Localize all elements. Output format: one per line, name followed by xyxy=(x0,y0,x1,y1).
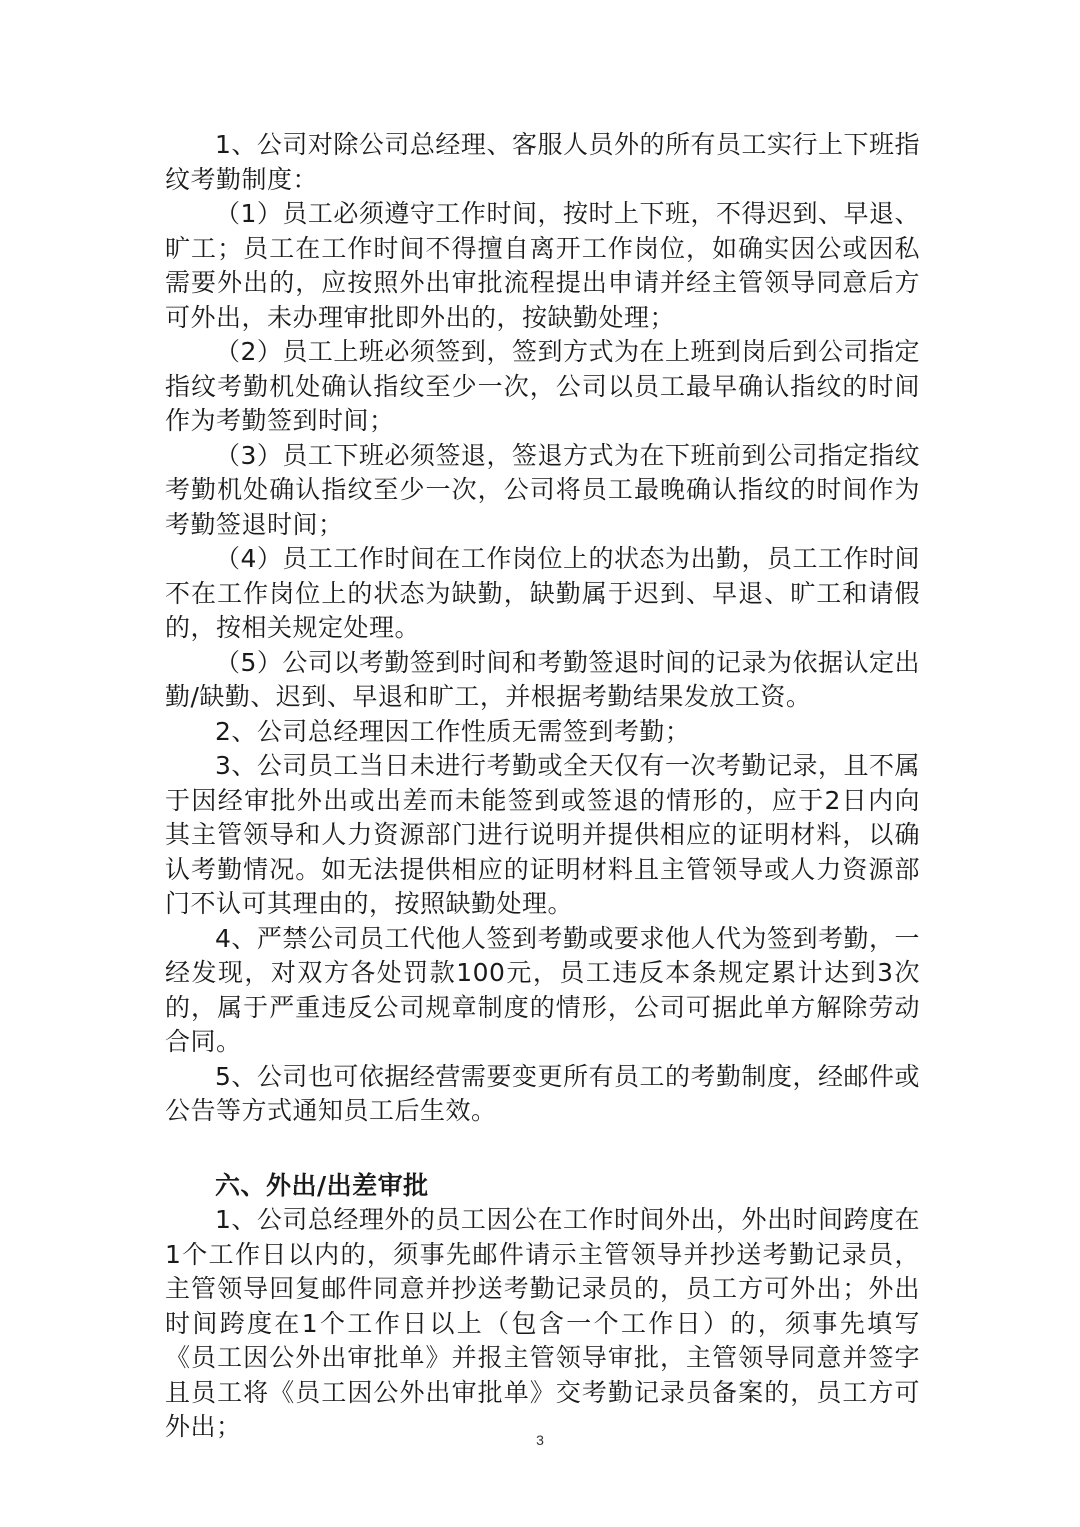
paragraph-attendance-1-4: （4）员工工作时间在工作岗位上的状态为出勤，员工工作时间不在工作岗位上的状态为缺勤，缺勤属于迟到、早退、旷工和请假的，按相关规定处理。 xyxy=(165,544,920,642)
paragraph-attendance-2: 2、公司总经理因工作性质无需签到考勤； xyxy=(215,716,691,746)
paragraph-outing-1: 1、公司总经理外的员工因公在工作时间外出，外出时间跨度在1个工作日以内的，须事先邮件请示主管领导并抄送考勤记录员，主管领导回复邮件同意并抄送考勤记录员的，员工方可外出；外出时间跨度在1个工作日以上（包含一个工作日）的，须事先填写《员工因公外出审批单》并报主管领导审批，主管领导同意并签字且员工将《员工因公外出审批单》交考勤记录员备案的，员工方可外出； xyxy=(165,1205,920,1441)
paragraph-attendance-1-1: （1）员工必须遵守工作时间，按时上下班，不得迟到、早退、旷工；员工在工作时间不得擅自离开工作岗位，如确实因公或因私需要外出的，应按照外出审批流程提出申请并经主管领导同意后方可外出，未办理审批即外出的，按缺勤处理； xyxy=(165,199,920,332)
paragraph-attendance-1: 1、公司对除公司总经理、客服人员外的所有员工实行上下班指纹考勤制度： xyxy=(165,130,920,194)
paragraph-attendance-5: 5、公司也可依据经营需要变更所有员工的考勤制度，经邮件或公告等方式通知员工后生效。 xyxy=(165,1061,920,1125)
page-number: 3 xyxy=(536,1432,544,1448)
paragraph-attendance-4: 4、严禁公司员工代他人签到考勤或要求他人代为签到考勤，一经发现，对双方各处罚款100元，员工违反本条规定累计达到3次的，属于严重违反公司规章制度的情形，公司可据此单方解除劳动合同。 xyxy=(165,923,920,1056)
document-page xyxy=(165,128,920,1445)
paragraph-attendance-1-3: （3）员工下班必须签退，签退方式为在下班前到公司指定指纹考勤机处确认指纹至少一次，公司将员工最晚确认指纹的时间作为考勤签退时间； xyxy=(165,440,920,539)
paragraph-attendance-1-2: （2）员工上班必须签到，签到方式为在上班到岗后到公司指定指纹考勤机处确认指纹至少一次，公司以员工最早确认指纹的时间作为考勤签到时间； xyxy=(165,337,920,435)
paragraph-attendance-1-5: （5）公司以考勤签到时间和考勤签退时间的记录为依据认定出勤/缺勤、迟到、早退和旷工，并根据考勤结果发放工资。 xyxy=(165,647,920,711)
paragraph-attendance-3: 3、公司员工当日未进行考勤或全天仅有一次考勤记录，且不属于因经审批外出或出差而未能签到或签退的情形的，应于2日内向其主管领导和人力资源部门进行说明并提供相应的证明材料，以确认考勤情况。如无法提供相应的证明材料且主管领导或人力资源部门不认可其理由的，按照缺勤处理。 xyxy=(165,751,920,918)
section-heading: 六、外出/出差审批 xyxy=(215,1170,429,1200)
